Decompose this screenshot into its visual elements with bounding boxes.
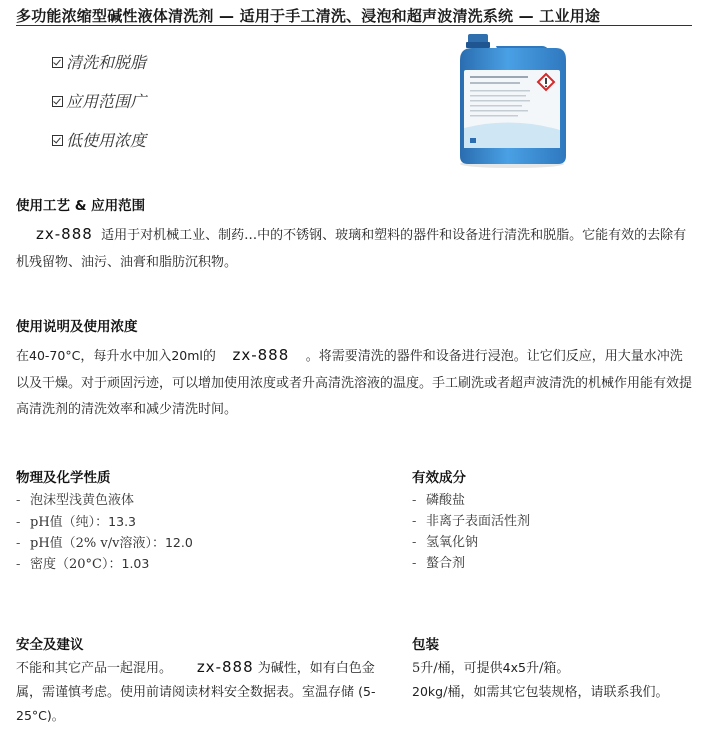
safety-text: 为碱性，如有白色金属，需谨慎考虑。使用前请阅读材料安全数据表。室温存储	[16, 661, 375, 700]
packaging-text: /桶，如需其它包装规格，请联系我们。	[443, 685, 669, 700]
properties-heading: 物理及化学性质	[16, 470, 111, 486]
list-item: - pH值（2% v/v溶液）：12.0	[16, 535, 193, 551]
checkbox-checked-icon	[52, 135, 63, 146]
feature-item	[52, 120, 146, 159]
property-value: 12.0	[164, 535, 193, 550]
instructions-paragraph	[16, 342, 692, 424]
usage-text: 适用于对机械工业、制药…中的不锈钢、玻璃和塑料的器件和设备进行清洗和脱脂。它能有效的去除有机残留物、油污、油膏和脂肪沉积物。	[16, 228, 687, 270]
property-value: 1.03	[121, 556, 150, 571]
list-item: - 螯合剂	[412, 556, 466, 571]
feature-list	[52, 42, 146, 159]
feature-label: 清洗和脱脂	[66, 53, 147, 72]
list-item: - 泡沫型浅黄色液体	[16, 493, 135, 508]
usage-paragraph	[16, 221, 692, 276]
feature-item	[52, 81, 146, 120]
usage-heading: 使用工艺 & 应用范围	[16, 198, 146, 214]
property-label: 泡沫型浅黄色液体	[30, 493, 135, 508]
instructions-text-of: 的	[202, 349, 216, 364]
instructions-text: 。将需要清洗的器件和设备进行浸泡。让它们反应，用大量水冲洗以及干燥。对于顽固污迹，可以增加使用浓度或者升高清洗溶液的温度。手工刷洗或者超声波清洗的机械作用能有效提高清洗剂的清洗效率和减少清洗时间。	[16, 349, 693, 417]
property-label: pH值（纯）：	[30, 515, 109, 530]
ingredient-label: 非离子表面活性剂	[426, 514, 531, 529]
safety-text-before: 不能和其它产品一起混用。	[16, 661, 173, 676]
ingredient-label: 磷酸盐	[426, 493, 466, 508]
packaging-heading: 包装	[412, 637, 439, 653]
feature-label: 低使用浓度	[66, 131, 147, 150]
safety-heading: 安全及建议	[16, 637, 84, 653]
list-item: - 氢氧化钠	[412, 535, 479, 550]
product-canister-image	[452, 30, 572, 170]
property-label: 密度（20°C）：	[30, 557, 122, 572]
packaging-info	[412, 656, 702, 704]
packaging-weight: 20kg	[412, 684, 444, 699]
product-code: zx-888	[232, 346, 290, 364]
instructions-text-mid: ，每升水中加入	[80, 349, 172, 364]
list-item: - pH值（纯）：13.3	[16, 514, 137, 530]
packaging-qty: 4x5	[502, 660, 526, 675]
feature-label: 应用范围广	[66, 92, 147, 111]
packaging-text: 5升/桶，可提供	[412, 661, 503, 676]
ingredient-label: 螯合剂	[426, 556, 466, 571]
property-label: pH值（2% v/v溶液）：	[30, 536, 165, 551]
header-divider	[16, 25, 692, 26]
ingredient-label: 氢氧化钠	[426, 535, 479, 550]
list-item: - 磷酸盐	[412, 493, 466, 508]
property-value: 13.3	[108, 514, 137, 529]
packaging-line	[412, 680, 702, 704]
temperature-range: 40-70°C	[29, 348, 81, 363]
instructions-heading: 使用说明及使用浓度	[16, 319, 138, 335]
dose-amount: 20ml	[171, 348, 203, 363]
ingredients-list	[412, 490, 530, 574]
list-item: - 密度（20°C）：1.03	[16, 556, 150, 572]
properties-list	[16, 490, 193, 574]
product-code: zx-888	[36, 225, 93, 243]
feature-item	[52, 42, 146, 81]
packaging-text: 升/箱。	[525, 661, 570, 676]
packaging-line	[412, 656, 702, 680]
storage-temperature: (5-25°C)。	[16, 684, 376, 723]
instructions-text-prefix: 在	[16, 349, 30, 364]
safety-paragraph	[16, 656, 388, 728]
ingredients-heading: 有效成分	[412, 470, 466, 486]
page-title: 多功能浓缩型碱性液体清洗剂 — 适用于手工清洗、浸泡和超声波清洗系统 — 工业用途	[16, 7, 601, 25]
product-code: zx-888	[196, 658, 254, 676]
checkbox-checked-icon	[52, 57, 63, 68]
checkbox-checked-icon	[52, 96, 63, 107]
list-item: - 非离子表面活性剂	[412, 514, 531, 529]
